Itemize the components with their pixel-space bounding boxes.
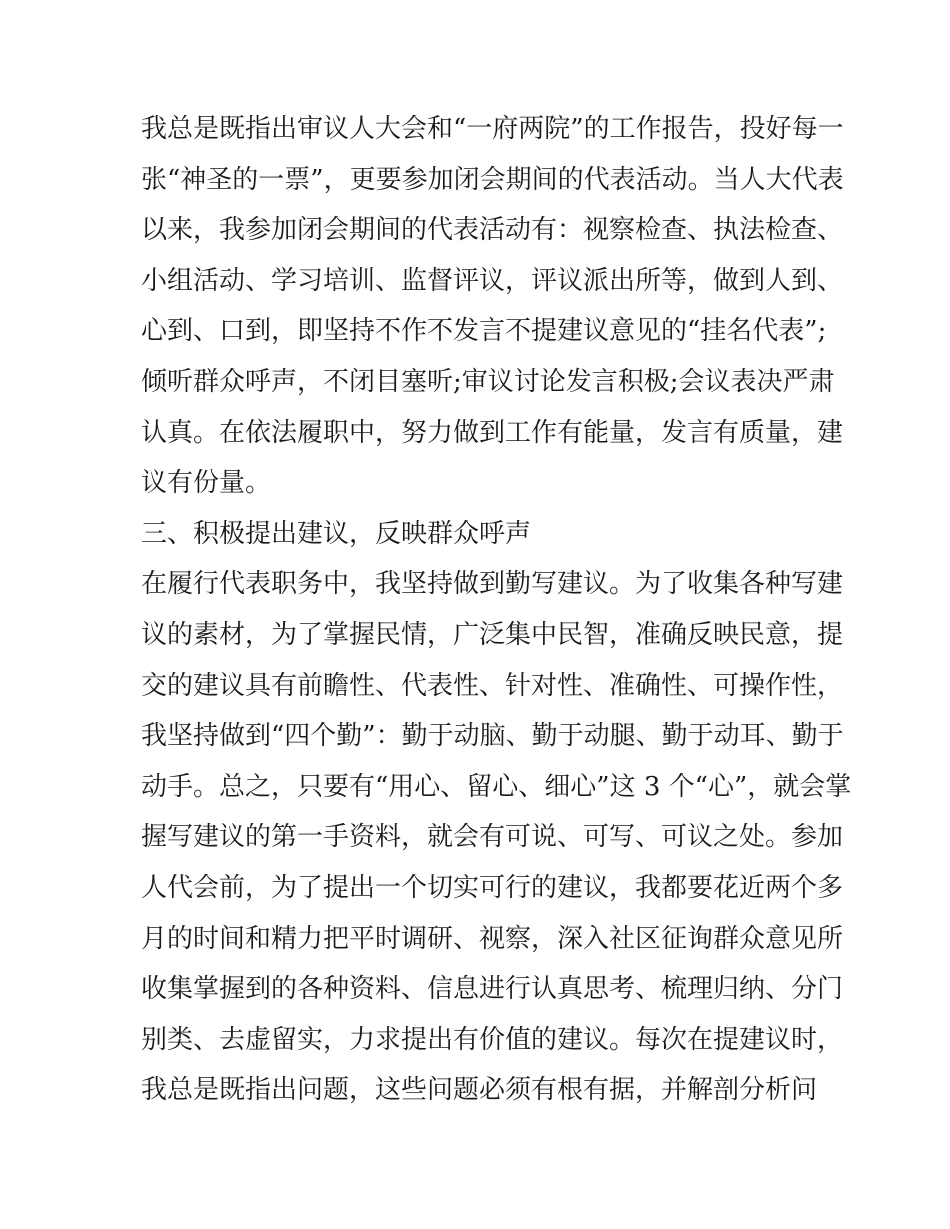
text-line: 以来，我参加闭会期间的代表活动有：视察检查、执法检查、	[141, 215, 844, 246]
text-line: 握写建议的第一手资料，就会有可说、可写、可议之处。参加	[141, 822, 844, 853]
body-text	[141, 104, 852, 1116]
section-heading: 三、积极提出建议，反映群众呼声	[141, 518, 532, 549]
text-line: 我总是既指出问题，这些问题必须有根有据，并解剖分析问	[141, 1075, 818, 1106]
text-line: 倾听群众呼声，不闭目塞听;审议讨论发言积极;会议表决严肃	[141, 366, 835, 397]
text-line: 人代会前，为了提出一个切实可行的建议，我都要花近两个多	[141, 872, 844, 903]
text-line: 别类、去虚留实，力求提出有价值的建议。每次在提建议时，	[141, 1024, 844, 1055]
text-line: 我总是既指出审议人大会和“一府两院”的工作报告，投好每一	[141, 114, 844, 144]
text-line: 认真。在依法履职中，努力做到工作有能量，发言有质量，建	[141, 417, 844, 448]
text-line: 收集掌握到的各种资料、信息进行认真思考、梳理归纳、分门	[141, 974, 844, 1005]
text-line: 议有份量。	[141, 468, 272, 499]
text-line: 月的时间和精力把平时调研、视察，深入社区征询群众意见所	[141, 923, 844, 954]
text-line: 动手。总之，只要有“用心、留心、细心”这 3 个“心”，就会掌	[141, 771, 852, 802]
text-line: 交的建议具有前瞻性、代表性、针对性、准确性、可操作性，	[141, 670, 844, 701]
text-line: 心到、口到，即坚持不作不发言不提建议意见的“挂名代表”;	[141, 316, 827, 347]
text-line: 在履行代表职务中，我坚持做到勤写建议。为了收集各种写建	[141, 569, 844, 600]
text-line: 议的素材，为了掌握民情，广泛集中民智，准确反映民意，提	[141, 619, 844, 650]
text-line: 张“神圣的一票”，更要参加闭会期间的代表活动。当人大代表	[141, 164, 844, 195]
text-line: 我坚持做到“四个勤”：勤于动脑、勤于动腿、勤于动耳、勤于	[141, 721, 844, 752]
text-line: 小组活动、学习培训、监督评议，评议派出所等，做到人到、	[141, 265, 844, 296]
